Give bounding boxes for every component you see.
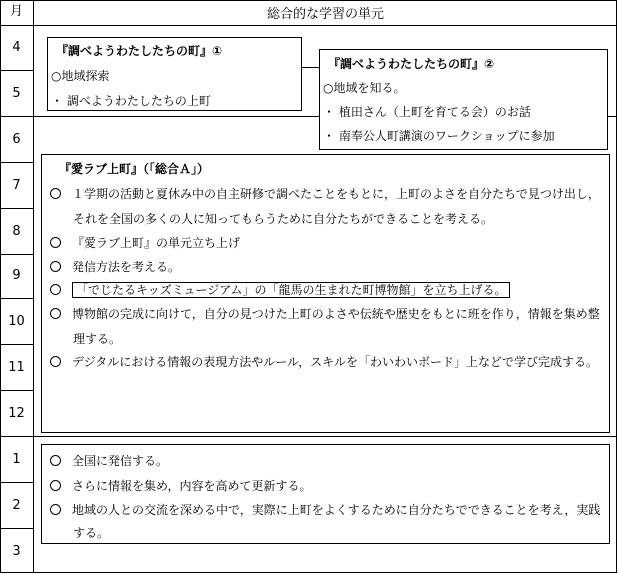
month-label: 7 (12, 178, 21, 193)
circle-bullet-icon (50, 480, 61, 491)
circle-bullet-icon (50, 261, 61, 272)
unit-3-item (50, 281, 510, 298)
unit-1-item: ○地域探索 (51, 69, 110, 83)
row-divider (0, 70, 34, 71)
museum-highlight: 「でじたるキッズミュージアム」の「龍馬の生まれた町博物館」を立ち上げる。 (72, 282, 510, 298)
table-title: 総合的な学習の単元 (266, 7, 384, 22)
unit-3-item: 『愛ラブ上町』の単元立ち上げ (50, 234, 240, 251)
row-divider (0, 528, 34, 529)
circle-bullet-icon (50, 356, 61, 367)
unit-box-2 (319, 49, 608, 150)
month-label: 5 (12, 86, 21, 101)
circle-bullet-icon (50, 284, 61, 295)
unit-1-item: ・ 調べようわたしたちの上町 (51, 94, 211, 108)
unit-2-item: ・ 南奉公人町講演のワークショップに参加 (323, 129, 555, 143)
month-label: 3 (12, 544, 21, 559)
row-divider (0, 298, 34, 299)
month-header: 月 (9, 4, 23, 19)
unit-1-title: 『調べようわたしたちの町』① (56, 44, 223, 58)
circle-bullet-icon (50, 308, 61, 319)
row-divider (0, 344, 34, 345)
unit-box-1 (47, 37, 302, 111)
month-label: 6 (12, 132, 21, 147)
unit-2-item: ・ 植田さん（上町を育てる会）のお話 (323, 105, 531, 119)
row-divider (0, 208, 34, 209)
unit-3-item: デジタルにおける情報の表現方法やルール，スキルを「わいわいボード」上などで学び完成する。 (50, 353, 598, 370)
circle-bullet-icon (50, 188, 61, 199)
row-divider (0, 162, 34, 163)
row-divider (0, 482, 34, 483)
unit-3-item-cont: 理する。 (73, 332, 122, 346)
header-divider (0, 25, 617, 26)
row-divider (0, 254, 34, 255)
month-label: 12 (8, 406, 25, 421)
unit-box-3 (41, 154, 610, 433)
row-divider (0, 436, 617, 437)
unit-3-item: 博物館の完成に向けて，自分の見つけた上町のよさや伝統や歴史をもとに班を作り，情報を集め整 (50, 305, 600, 322)
unit-box-4 (41, 444, 610, 544)
unit-2-title: 『調べようわたしたちの町』② (328, 57, 495, 71)
circle-bullet-icon (50, 237, 61, 248)
month-label: 9 (12, 268, 21, 283)
unit-3-item: １学期の活動と夏休み中の自主研修で調べたことをもとに，上町のよさを自分たちで見つけ出し， (50, 185, 600, 202)
month-column-divider (33, 0, 34, 573)
unit-4-item: 地域の人との交流を深める中で，実際に上町をよくするために自分たちでできることを考え，実践 (50, 501, 600, 518)
month-label: 2 (12, 498, 21, 513)
month-label: 8 (12, 224, 21, 239)
circle-bullet-icon (50, 455, 61, 466)
month-label: 4 (12, 40, 21, 55)
circle-bullet-icon (50, 504, 61, 515)
unit-3-item: 発信方法を考える。 (50, 258, 180, 275)
row-divider (0, 390, 34, 391)
month-label: 11 (8, 360, 25, 375)
unit-3-title: 『愛ラブ上町』（「総合Ａ」） (59, 162, 210, 176)
unit-4-item-cont: する。 (73, 526, 110, 540)
unit-4-item: さらに情報を集め，内容を高めて更新する。 (50, 477, 312, 494)
month-label: 10 (8, 314, 25, 329)
unit-3-item-cont: それを全国の多くの人に知ってもらうために自分たちができることを考える。 (73, 212, 494, 226)
month-label: 1 (12, 452, 21, 467)
unit-4-item: 全国に発信する。 (50, 452, 168, 469)
unit-connector (301, 67, 319, 68)
unit-2-item: ○地域を知る。 (323, 81, 406, 95)
